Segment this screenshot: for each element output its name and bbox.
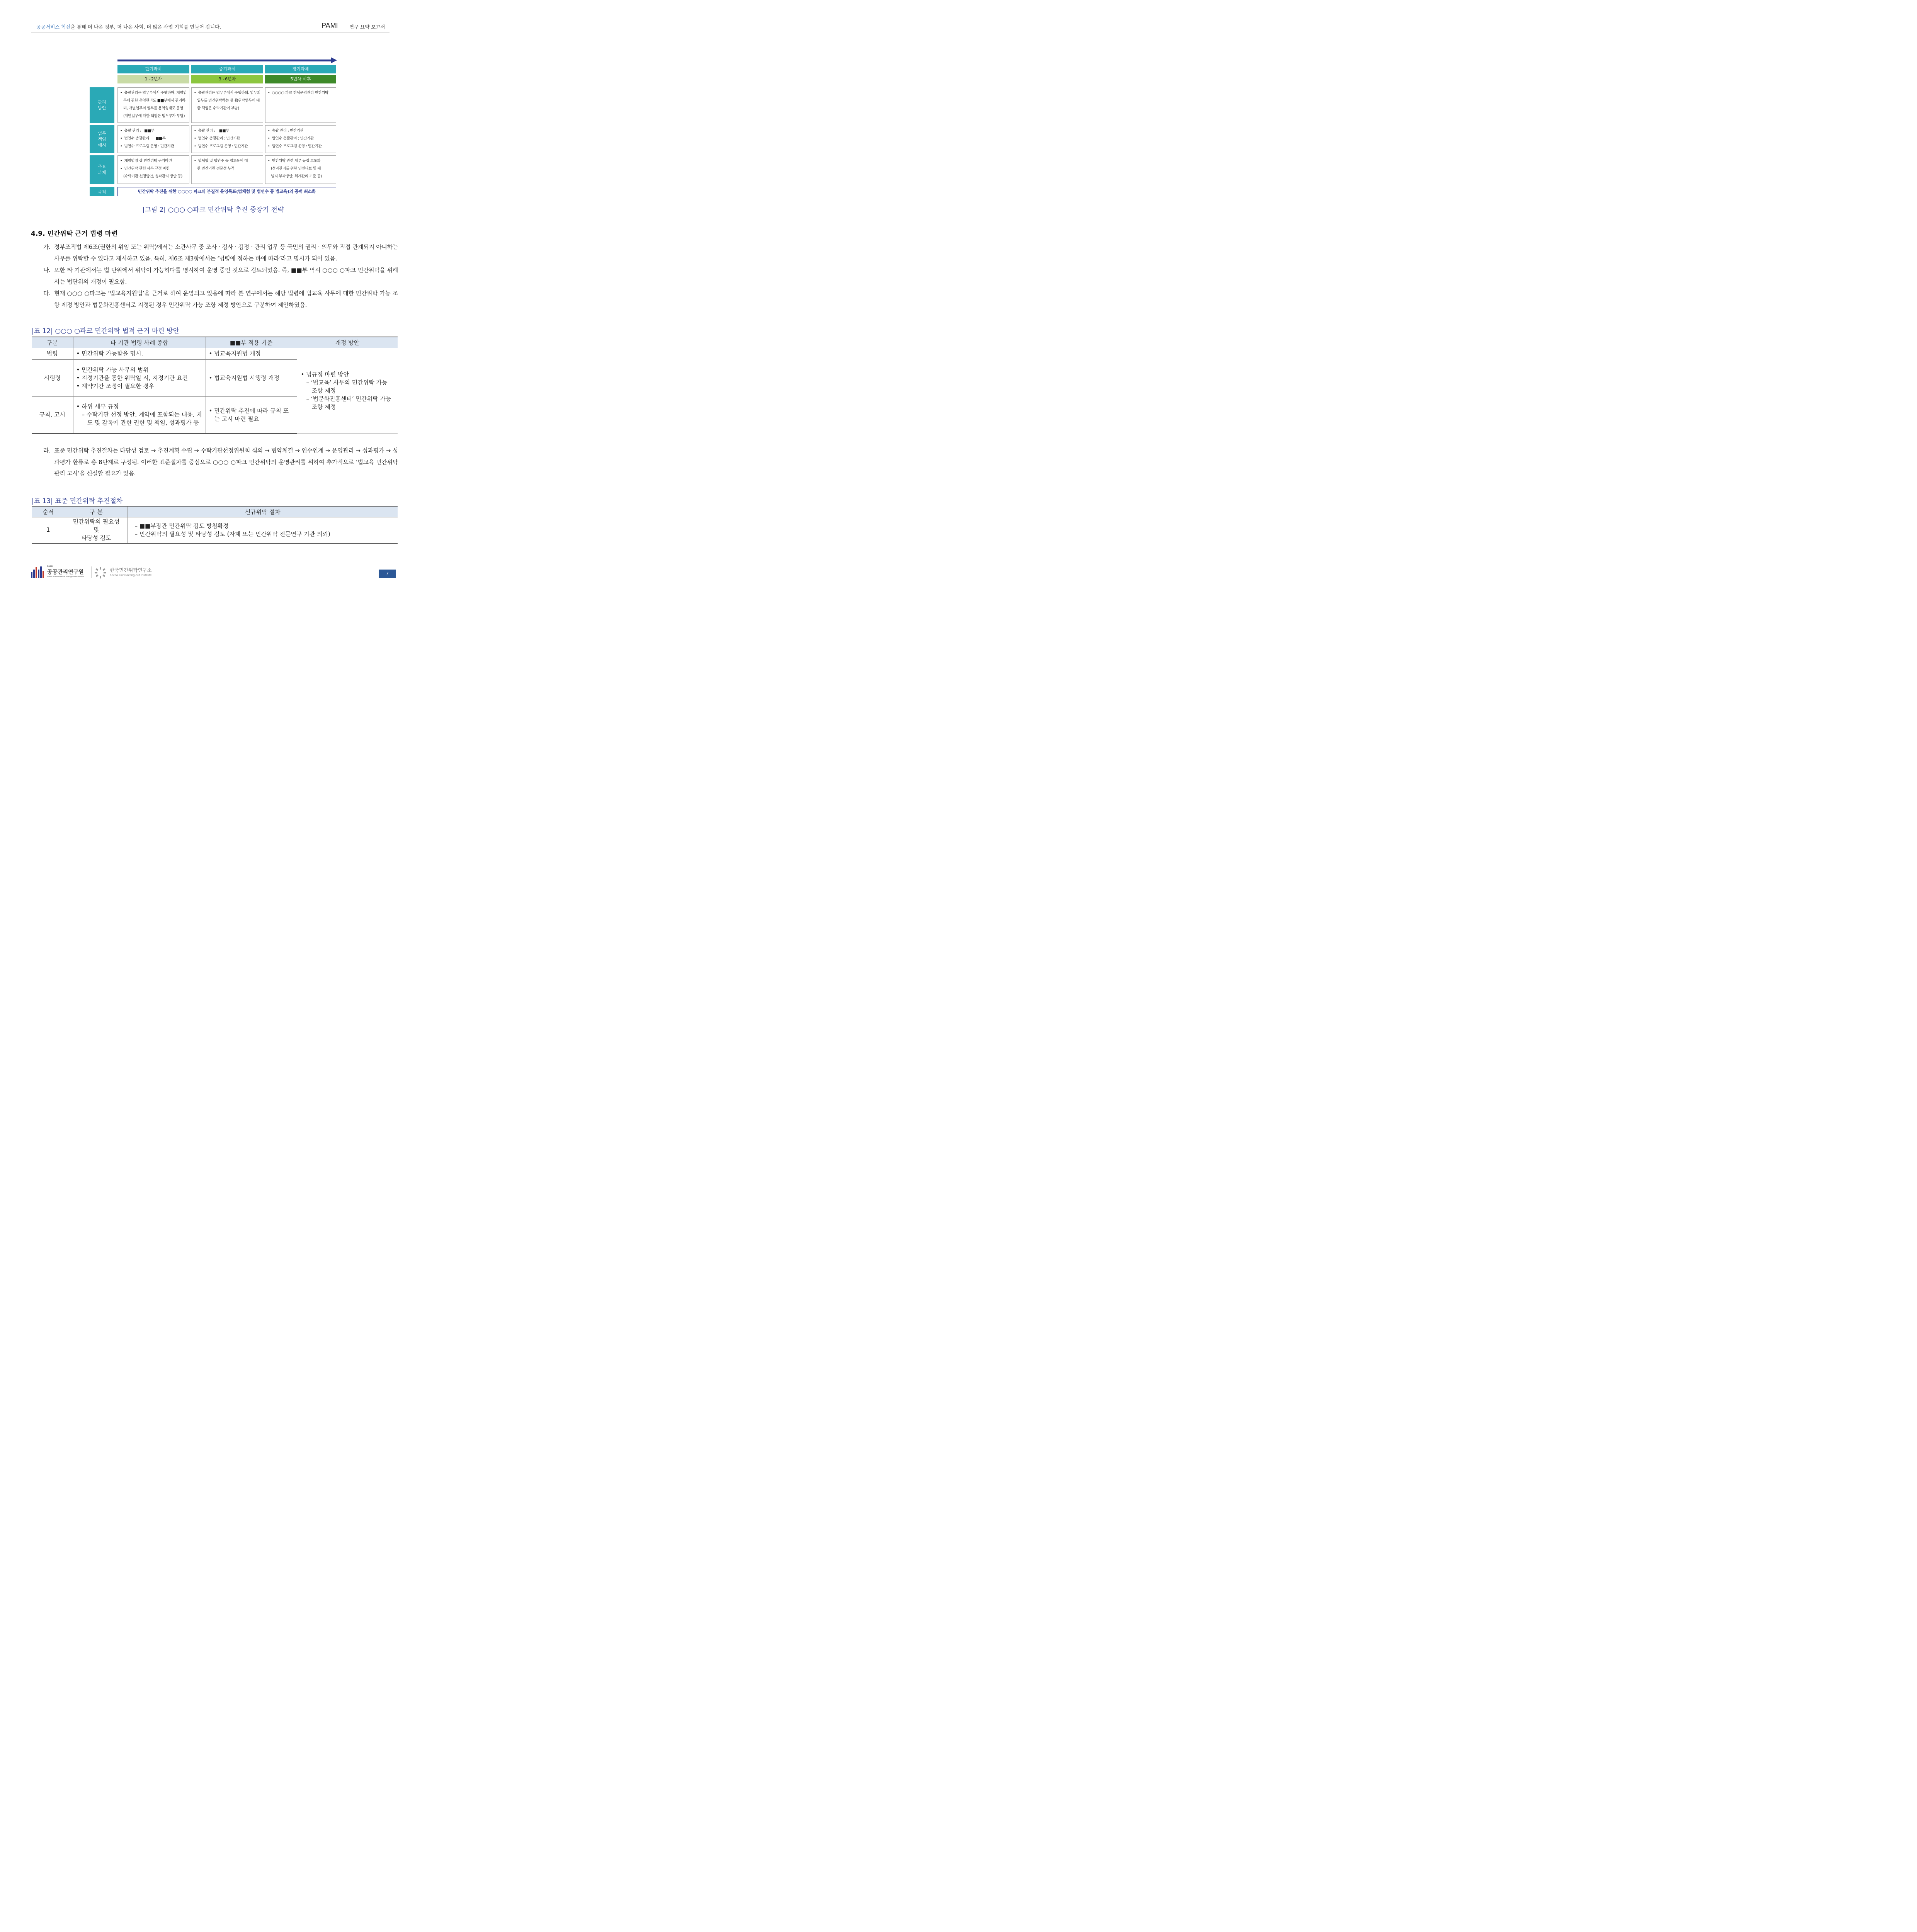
row-cases: • 민간위탁 가능함을 명시.: [73, 348, 206, 359]
page-number: 7: [379, 570, 396, 578]
paragraph-marker: 나.: [43, 267, 51, 274]
paragraph-text: 또한 타 기관에서는 법 단위에서 위탁이 가능하다를 명시하여 운영 중인 것으로 검토되었음. 즉, ■■부 역시 ○○○ ○파크 민간위탁을 위해서는 법단위의 개정이 필요함.: [54, 267, 398, 285]
pami-logo-icon: [31, 566, 44, 578]
row-standard: • 법교육지원법 시행령 개정: [206, 359, 297, 396]
phase-short: 단기과제: [117, 65, 189, 73]
paragraph-da: [43, 288, 398, 311]
timeline-arrow: [117, 60, 331, 61]
table-header-row: [32, 506, 398, 517]
purpose-statement: 민간위탁 추진을 위한 ○○○○ 파크의 본질적 운영목표(법체험 및 법연수 등 법교육)의 공백 최소화: [117, 187, 336, 196]
mgmt-short: • 총괄관리는 법무부에서 수행하며, 개별업 무에 관한 운영관리도 ■■부에서 관리하 되, 개별업무의 일부를 용역형태로 운영 (개별업무에 대한 책임은 법무부가 부담): [117, 87, 189, 123]
row-number: 1: [32, 517, 65, 543]
table13-caption: |표 13| 표준 민간위탁 추진절차: [32, 497, 123, 505]
duty-long: • 총괄 관리 : 민간기관 • 법연수 총괄관리 : 민간기관 • 법연수 프로그램 운영 : 민간기관: [265, 125, 336, 153]
row-category: 시행령: [32, 359, 73, 396]
tasks-long: • 민간위탁 관련 세부 규정 고도화 (성과관리를 위한 인센티브 및 패 널티 부과방안, 회계관리 기준 등): [265, 155, 336, 184]
paragraph-marker: 라.: [43, 447, 51, 454]
paragraph-na: [43, 265, 398, 287]
rowhead-duty: 업무 책임 예시: [90, 125, 114, 153]
table-row: [32, 517, 398, 543]
paragraph-text: 현재 ○○○ ○파크는 ‘법교육지원법’을 근거로 하여 운영되고 있음에 따라 본 연구에서는 해당 법령에 법교육 사무에 대한 민간위탁 가능 조항 제정 방안과 법문화진흥센터로 지정된 경우 민간위탁 가능 조항 제정 방안으로 구분하여 제안하였음.: [54, 290, 398, 308]
header-report-label: 연구 요약 보고서: [349, 24, 385, 30]
rowhead-tasks: 주요 과제: [90, 155, 114, 184]
revision-plan: • 법규정 마련 방안 – ‘법교육’ 사무의 민간위탁 가능 조항 제정 – ‘법문화진흥센터’ 민간위탁 가능 조항 제정: [297, 348, 398, 434]
kci-logo-text: 한국민간위탁연구소 Korea Contracting-out Institute: [110, 567, 152, 577]
row-category: 규칙, 고시: [32, 396, 73, 434]
term-mid: 3~6년차: [191, 75, 263, 83]
footer-divider: [91, 566, 92, 578]
tasks-mid: • 법체험 및 법연수 등 법교육에 대 한 민간기관 전문성 누적: [191, 155, 263, 184]
phase-long: 장기과제: [265, 65, 336, 73]
header-brand: PAMI: [321, 22, 338, 29]
paragraph-marker: 가.: [43, 243, 51, 250]
mgmt-long: • ○○○○ 파크 전체운영관리 민간위탁: [265, 87, 336, 123]
term-short: 1~2년차: [117, 75, 189, 83]
table12-caption: |표 12| ○○○ ○파크 민간위탁 법적 근거 마련 방안: [32, 327, 179, 335]
rowhead-purpose: 목적: [90, 187, 114, 196]
mgmt-mid: • 총괄관리는 법무부에서 수행하되, 업무의 일부를 민간위탁하는 형태(위탁업무에 대 한 책임은 수탁기관이 부담): [191, 87, 263, 123]
header-slogan: 공공서비스 혁신을 통해 더 나은 정부, 더 나은 사회, 더 많은 사업 기회를 만들어 갑니다.: [36, 24, 221, 30]
col-header: 신규위탁 절차: [128, 506, 398, 517]
col-header: 구 분: [65, 506, 128, 517]
col-header: 순서: [32, 506, 65, 517]
table13: [32, 506, 398, 544]
table12: [32, 337, 398, 434]
table-header-row: [32, 337, 398, 348]
paragraph-text: 표준 민간위탁 추진절차는 타당성 검토 → 추진계획 수립 → 수탁기관선정위원회 심의 → 협약체결 → 인수인계 → 운영관리 → 성과평가 → 성과평가 환류로 총 8단계로 구성됨. 이러한 표준절차를 중심으로 ○○○ ○파크 민간위탁의 운영관리를 위하여 추가적으로 ‘법교육 민간위탁 관리 고시’을 신설할 필요가 있음.: [54, 447, 398, 477]
phase-mid: 중기과제: [191, 65, 263, 73]
figure-caption: |그림 2| ○○○ ○파크 민간위탁 추진 중장기 전략: [142, 206, 284, 214]
col-header: 개정 방안: [297, 337, 398, 348]
col-header: 타 기관 법령 사례 종합: [73, 337, 206, 348]
paragraph-ra: [43, 445, 398, 480]
page-footer: [31, 565, 390, 580]
row-category: 민간위탁의 필요성 및 타당성 검토: [65, 517, 128, 543]
pami-logo-text: PAMI 공공관리연구원 Public Administration Management Institute: [47, 566, 84, 578]
term-long: 5년차 이후: [265, 75, 336, 83]
arrow-head-icon: [331, 57, 337, 63]
paragraph-ga: [43, 242, 398, 264]
col-header: ■■부 적용 기준: [206, 337, 297, 348]
row-category: 법령: [32, 348, 73, 359]
row-cases: • 하위 세부 규정 – 수탁기관 선정 방안, 계약에 포함되는 내용, 지도 및 감독에 관한 권한 및 책임, 성과평가 등: [73, 396, 206, 434]
tasks-short: • 개별법령 상 민간위탁 근거마련 • 민간위탁 관련 세부 규정 마련 (수탁기관 선정방안, 성과관리 방안 등): [117, 155, 189, 184]
duty-short: • 총괄 관리 : ■■부 • 법연수 총괄관리 : ■■부 • 법연수 프로그램 운영 : 민간기관: [117, 125, 189, 153]
page-header: [31, 22, 390, 32]
strategy-figure: [90, 56, 336, 196]
row-steps: – ■■부장관 민간위탁 검토 방침확정 – 민간위탁의 필요성 및 타당성 검토 (자체 또는 민간위탁 전문연구 기관 의뢰): [128, 517, 398, 543]
table-row: [32, 348, 398, 359]
col-header: 구분: [32, 337, 73, 348]
paragraph-marker: 다.: [43, 290, 51, 297]
row-standard: • 법교육지원법 개정: [206, 348, 297, 359]
paragraph-text: 정부조직법 제6조(권한의 위임 또는 위탁)에서는 소관사무 중 조사 · 검사 · 검정 · 관리 업무 등 국민의 권리 · 의무와 직접 관계되지 아니하는 사무를 위탁할 수 있다고 제시하고 있음. 특히, 제6조 제3항에서는 ‘법령에 정하는 바에 따라’라고 명시가 되어 있음.: [54, 243, 398, 262]
row-standard: • 민간위탁 추진에 따라 규칙 또는 고시 마련 필요: [206, 396, 297, 434]
section-title: 4.9. 민간위탁 근거 법령 마련: [31, 230, 118, 238]
duty-mid: • 총괄 관리 : ■■부 • 법연수 총괄관리 : 민간기관 • 법연수 프로그램 운영 : 민간기관: [191, 125, 263, 153]
row-cases: • 민간위탁 가능 사무의 범위 • 지정기관을 통한 위탁일 시, 지정기관 요건 • 계약기간 조정이 필요한 경우: [73, 359, 206, 396]
rowhead-management: 관리 방안: [90, 87, 114, 123]
kci-logo-icon: [94, 566, 107, 579]
